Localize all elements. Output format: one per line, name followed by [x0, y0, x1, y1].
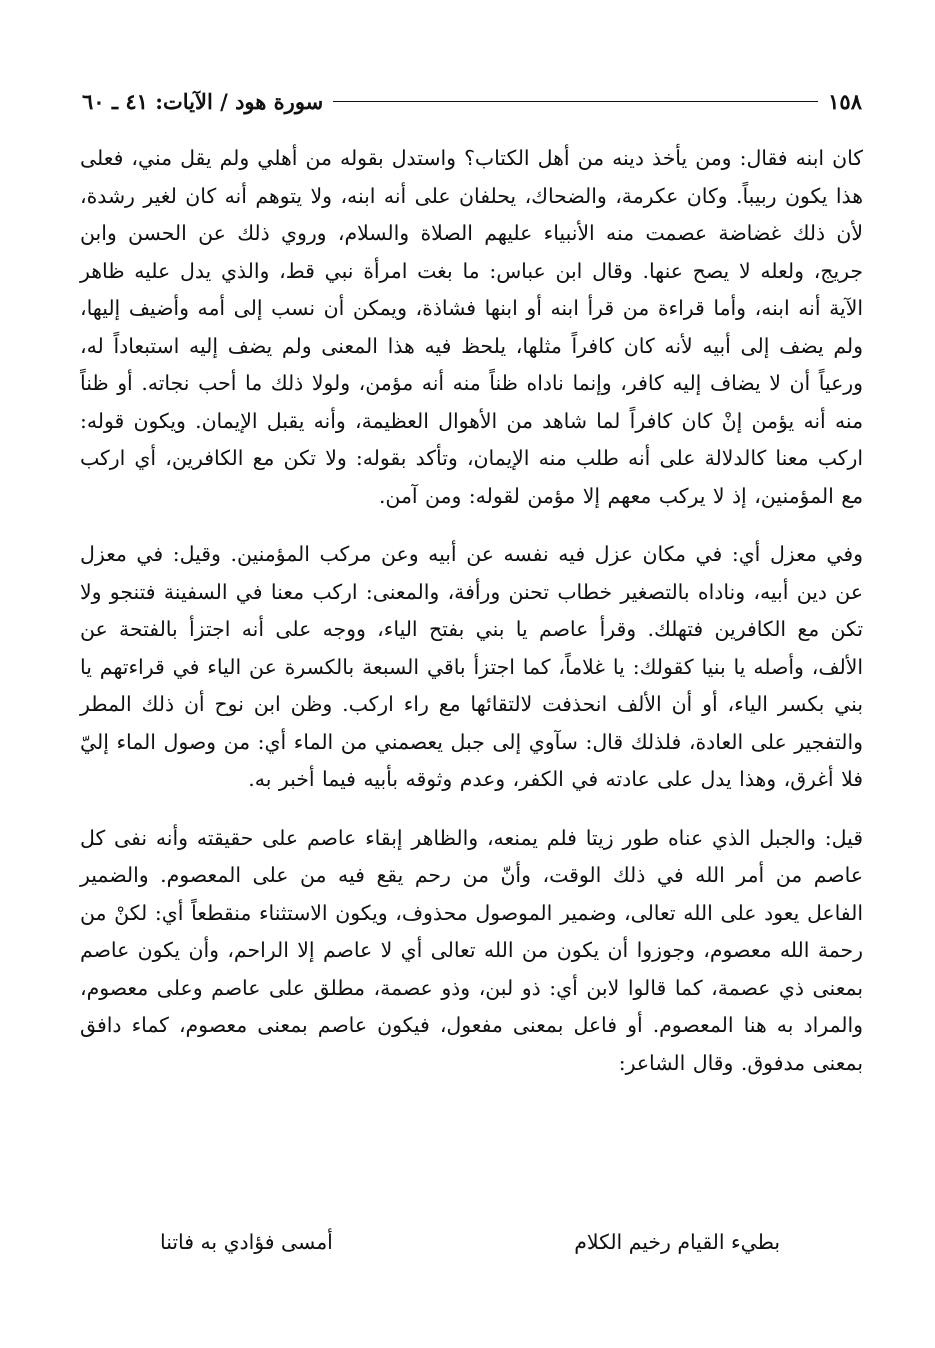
page-header — [82, 84, 862, 118]
header-rule — [333, 101, 818, 102]
body-text — [80, 140, 863, 1082]
running-title: سورة هود / الآيات: ٤١ ـ ٦٠ — [82, 88, 324, 114]
verse-second-hemistich: أمسى فؤادي به فاتنا — [160, 1230, 333, 1254]
paragraph-1: كان ابنه فقال: ومن يأخذ دينه من أهل الكتاب؟ واستدل بقوله من أهلي ولم يقل مني، فعلى هذا يكون ربيباً. وكان عكرمة، والضحاك، يحلفان على أنه ابنه، ولا يتوهم أنه كان لغير رشدة، لأن ذلك غضاضة عصمت منه الأنبياء عليهم الصلاة والسلام، وروي ذلك عن الحسن وابن جريج، ولعله لا يصح عنها. وقال ابن عباس: ما بغت امرأة نبي قط، والذي يدل عليه ظاهر الآية أنه ابنه، وأما قراءة من قرأ ابنه أو ابنها فشاذة، ويمكن أن نسب إلى أمه وأضيف إليها، ولم يضف إلى أبيه لأنه كان كافراً مثلها، يلحظ فيه هذا المعنى ولم يضف إليه استبعاداً له، ورعياً أن لا يضاف إليه كافر، وإنما ناداه ظناً منه أنه مؤمن، ولولا ذلك ما أحب نجاته. أو ظناً منه أنه يؤمن إنْ كان كافراً لما شاهد من الأهوال العظيمة، وأنه يقبل الإيمان. ويكون قوله: اركب معنا كالدلالة على أنه طلب منه الإيمان، وتأكد بقوله: ولا تكن مع الكافرين، أي اركب مع المؤمنين، إذ لا يركب معهم إلا مؤمن لقوله: ومن آمن. — [80, 146, 863, 508]
verse-first-hemistich: بطيء القيام رخيم الكلام — [574, 1230, 780, 1254]
page-number: ١٥٨ — [828, 88, 862, 114]
paragraph-3: قيل: والجبل الذي عناه طور زيتا فلم يمنعه، والظاهر إبقاء عاصم على حقيقته وأنه نفى كل عاصم من أمر الله في ذلك الوقت، وأنّ من رحم يقع فيه من على المعصوم. والضمير الفاعل يعود على الله تعالى، وضمير الموصول محذوف، ويكون الاستثناء منقطعاً أي: لكنْ من رحمة الله معصوم، وجوزوا أن يكون من الله تعالى أي لا عاصم إلا الراحم، وأن يكون عاصم بمعنى ذي عصمة، كما قالوا لابن أي: ذو لبن، وذو عصمة، مطلق على عاصم وعلى معصوم، والمراد به هنا المعصوم. أو فاعل بمعنى مفعول، فيكون عاصم بمعنى معصوم، كماء دافق بمعنى مدفوق. وقال الشاعر: — [80, 825, 863, 1075]
paragraph-2: وفي معزل أي: في مكان عزل فيه نفسه عن أبيه وعن مركب المؤمنين. وقيل: في معزل عن دين أبيه، وناداه بالتصغير خطاب تحنن ورأفة، والمعنى: اركب معنا في السفينة فتنجو ولا تكن مع الكافرين فتهلك. وقرأ عاصم يا بني بفتح الياء، ووجه على أنه اجتزأ بالفتحة عن الألف، وأصله يا بنيا كقولك: يا غلاماً، كما اجتزأ باقي السبعة بالكسرة عن الياء في قراءتهم يا بني بكسر الياء، أو أن الألف انحذفت لالتقائها مع راء اركب. وظن ابن نوح أن ذلك المطر والتفجير على العادة، فلذلك قال: سآوي إلى جبل يعصمني من الماء أي: من وصول الماء إليّ فلا أغرق، وهذا يدل على عادته في الكفر، وعدم وثوقه بأبيه فيما أخبر به. — [80, 542, 863, 791]
poetry-verse — [160, 1224, 780, 1260]
